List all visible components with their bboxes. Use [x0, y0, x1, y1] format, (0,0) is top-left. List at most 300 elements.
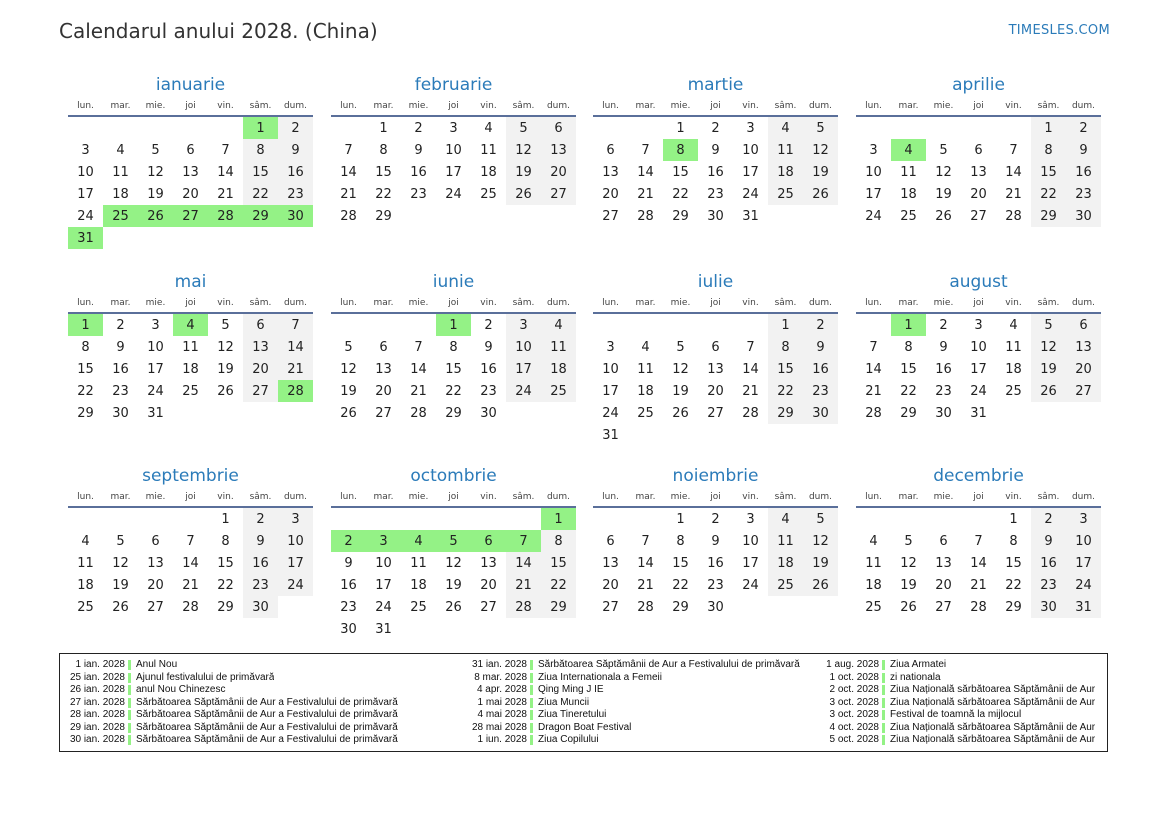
- day-cell[interactable]: 25: [541, 380, 576, 402]
- day-cell[interactable]: 2: [1031, 508, 1066, 530]
- day-cell[interactable]: 18: [182, 361, 199, 377]
- day-cell[interactable]: 26: [445, 599, 462, 615]
- day-cell[interactable]: 7: [746, 339, 755, 355]
- day-cell[interactable]: 9: [344, 555, 353, 571]
- day-cell[interactable]: 24: [375, 599, 392, 615]
- day-cell[interactable]: 29: [672, 599, 689, 615]
- day-cell[interactable]: 9: [1066, 139, 1101, 161]
- day-cell[interactable]: 8: [449, 339, 458, 355]
- day-cell[interactable]: 25: [480, 186, 497, 202]
- day-cell[interactable]: 29: [217, 599, 234, 615]
- day-cell[interactable]: 4: [541, 314, 576, 336]
- day-cell[interactable]: 30: [935, 405, 952, 421]
- day-cell[interactable]: 19: [672, 383, 689, 399]
- day-cell[interactable]: 22: [375, 186, 392, 202]
- day-cell[interactable]: 4: [641, 339, 650, 355]
- day-cell[interactable]: 21: [340, 186, 357, 202]
- day-cell[interactable]: 3: [506, 314, 541, 336]
- day-cell[interactable]: 13: [1066, 336, 1101, 358]
- day-cell[interactable]: 17: [742, 555, 759, 571]
- day-cell[interactable]: 18: [768, 552, 803, 574]
- brand-link[interactable]: TIMESLES.COM: [1008, 23, 1110, 38]
- day-cell[interactable]: 21: [970, 577, 987, 593]
- day-cell[interactable]: 21: [1005, 186, 1022, 202]
- day-cell[interactable]: 15: [1031, 161, 1066, 183]
- day-cell[interactable]: 20: [707, 383, 724, 399]
- day-cell[interactable]: 7: [344, 142, 353, 158]
- day-cell[interactable]: 6: [939, 533, 948, 549]
- day-cell[interactable]: 15: [672, 164, 689, 180]
- day-cell[interactable]: 26: [935, 208, 952, 224]
- day-cell[interactable]: 18: [480, 164, 497, 180]
- day-cell[interactable]: 19: [900, 577, 917, 593]
- day-cell[interactable]: 9: [116, 339, 125, 355]
- day-cell[interactable]: 14: [970, 555, 987, 571]
- day-cell[interactable]: 28: [340, 208, 357, 224]
- day-cell[interactable]: 8: [1031, 139, 1066, 161]
- day-cell[interactable]: 8: [243, 139, 278, 161]
- day-cell[interactable]: 12: [147, 164, 164, 180]
- day-cell[interactable]: 17: [506, 358, 541, 380]
- day-cell[interactable]: 18: [1005, 361, 1022, 377]
- day-cell[interactable]: 10: [602, 361, 619, 377]
- day-cell[interactable]: 19: [1031, 358, 1066, 380]
- day-cell[interactable]: 19: [445, 577, 462, 593]
- day-cell[interactable]: 15: [672, 555, 689, 571]
- day-cell[interactable]: 5: [436, 530, 471, 552]
- day-cell[interactable]: 4: [768, 117, 803, 139]
- day-cell[interactable]: 3: [606, 339, 615, 355]
- day-cell[interactable]: 19: [935, 186, 952, 202]
- day-cell[interactable]: 20: [243, 358, 278, 380]
- day-cell[interactable]: 24: [147, 383, 164, 399]
- day-cell[interactable]: 28: [637, 599, 654, 615]
- day-cell[interactable]: 18: [410, 577, 427, 593]
- day-cell[interactable]: 17: [278, 552, 313, 574]
- day-cell[interactable]: 19: [112, 577, 129, 593]
- day-cell[interactable]: 12: [340, 361, 357, 377]
- day-cell[interactable]: 3: [81, 142, 90, 158]
- day-cell[interactable]: 5: [676, 339, 685, 355]
- day-cell[interactable]: 14: [217, 164, 234, 180]
- day-cell[interactable]: 12: [217, 339, 234, 355]
- day-cell[interactable]: 7: [641, 533, 650, 549]
- day-cell[interactable]: 6: [606, 142, 615, 158]
- day-cell[interactable]: 16: [1031, 552, 1066, 574]
- day-cell[interactable]: 22: [445, 383, 462, 399]
- day-cell[interactable]: 17: [445, 164, 462, 180]
- day-cell[interactable]: 4: [869, 533, 878, 549]
- day-cell[interactable]: 23: [707, 577, 724, 593]
- day-cell[interactable]: 29: [541, 596, 576, 618]
- day-cell[interactable]: 18: [900, 186, 917, 202]
- day-cell[interactable]: 6: [606, 533, 615, 549]
- day-cell[interactable]: 7: [1009, 142, 1018, 158]
- day-cell[interactable]: 8: [221, 533, 230, 549]
- day-cell[interactable]: 12: [672, 361, 689, 377]
- day-cell[interactable]: 11: [1005, 339, 1022, 355]
- day-cell[interactable]: 17: [970, 361, 987, 377]
- day-cell[interactable]: 27: [147, 599, 164, 615]
- day-cell[interactable]: 24: [602, 405, 619, 421]
- day-cell[interactable]: 26: [900, 599, 917, 615]
- day-cell[interactable]: 16: [340, 577, 357, 593]
- day-cell[interactable]: 31: [147, 405, 164, 421]
- day-cell[interactable]: 5: [939, 142, 948, 158]
- day-cell[interactable]: 27: [602, 599, 619, 615]
- day-cell[interactable]: 30: [707, 208, 724, 224]
- day-cell[interactable]: 25: [1005, 383, 1022, 399]
- day-cell[interactable]: 6: [711, 339, 720, 355]
- day-cell[interactable]: 15: [445, 361, 462, 377]
- day-cell[interactable]: 11: [112, 164, 129, 180]
- day-cell[interactable]: 27: [541, 183, 576, 205]
- day-cell[interactable]: 9: [278, 139, 313, 161]
- day-cell[interactable]: 14: [865, 361, 882, 377]
- day-cell[interactable]: 16: [803, 358, 838, 380]
- day-cell[interactable]: 9: [414, 142, 423, 158]
- day-cell[interactable]: 25: [768, 183, 803, 205]
- day-cell[interactable]: 25: [410, 599, 427, 615]
- day-cell[interactable]: 19: [340, 383, 357, 399]
- day-cell[interactable]: 4: [1009, 317, 1018, 333]
- day-cell[interactable]: 29: [1031, 205, 1066, 227]
- day-cell[interactable]: 30: [340, 621, 357, 637]
- day-cell[interactable]: 12: [935, 164, 952, 180]
- day-cell[interactable]: 2: [711, 120, 720, 136]
- day-cell[interactable]: 15: [1005, 555, 1022, 571]
- day-cell[interactable]: 23: [340, 599, 357, 615]
- day-cell[interactable]: 11: [410, 555, 427, 571]
- day-cell[interactable]: 7: [869, 339, 878, 355]
- day-cell[interactable]: 27: [375, 405, 392, 421]
- day-cell[interactable]: 19: [803, 552, 838, 574]
- day-cell[interactable]: 13: [375, 361, 392, 377]
- day-cell[interactable]: 3: [278, 508, 313, 530]
- day-cell[interactable]: 24: [77, 208, 94, 224]
- day-cell[interactable]: 26: [803, 574, 838, 596]
- day-cell[interactable]: 27: [602, 208, 619, 224]
- day-cell[interactable]: 13: [147, 555, 164, 571]
- day-cell[interactable]: 15: [541, 552, 576, 574]
- day-cell[interactable]: 20: [541, 161, 576, 183]
- day-cell[interactable]: 25: [637, 405, 654, 421]
- day-cell[interactable]: 29: [900, 405, 917, 421]
- day-cell[interactable]: 26: [672, 405, 689, 421]
- day-cell[interactable]: 28: [182, 599, 199, 615]
- day-cell[interactable]: 8: [904, 339, 913, 355]
- day-cell[interactable]: 16: [480, 361, 497, 377]
- day-cell[interactable]: 31: [970, 405, 987, 421]
- day-cell[interactable]: 26: [340, 405, 357, 421]
- day-cell[interactable]: 6: [243, 314, 278, 336]
- day-cell[interactable]: 30: [243, 596, 278, 618]
- day-cell[interactable]: 26: [506, 183, 541, 205]
- day-cell[interactable]: 12: [112, 555, 129, 571]
- day-cell[interactable]: 3: [746, 511, 755, 527]
- day-cell[interactable]: 23: [243, 574, 278, 596]
- day-cell[interactable]: 10: [970, 339, 987, 355]
- day-cell[interactable]: 13: [970, 164, 987, 180]
- day-cell[interactable]: 2: [939, 317, 948, 333]
- day-cell[interactable]: 15: [77, 361, 94, 377]
- day-cell[interactable]: 24: [506, 380, 541, 402]
- day-cell[interactable]: 6: [151, 533, 160, 549]
- day-cell[interactable]: 21: [182, 577, 199, 593]
- day-cell[interactable]: 22: [541, 574, 576, 596]
- day-cell[interactable]: 22: [1005, 577, 1022, 593]
- day-cell[interactable]: 12: [445, 555, 462, 571]
- day-cell[interactable]: 16: [278, 161, 313, 183]
- day-cell[interactable]: 28: [865, 405, 882, 421]
- day-cell[interactable]: 2: [711, 511, 720, 527]
- day-cell[interactable]: 9: [711, 142, 720, 158]
- day-cell[interactable]: 10: [865, 164, 882, 180]
- day-cell[interactable]: 20: [602, 577, 619, 593]
- day-cell[interactable]: 1: [768, 314, 803, 336]
- day-cell[interactable]: 20: [1066, 358, 1101, 380]
- day-cell[interactable]: 10: [742, 142, 759, 158]
- day-cell[interactable]: 20: [480, 577, 497, 593]
- day-cell[interactable]: 12: [506, 139, 541, 161]
- day-cell[interactable]: 22: [243, 183, 278, 205]
- day-cell[interactable]: 26: [138, 205, 173, 227]
- day-cell[interactable]: 29: [243, 205, 278, 227]
- day-cell[interactable]: 1: [68, 314, 103, 336]
- day-cell[interactable]: 29: [445, 405, 462, 421]
- day-cell[interactable]: 20: [147, 577, 164, 593]
- day-cell[interactable]: 13: [182, 164, 199, 180]
- day-cell[interactable]: 31: [68, 227, 103, 249]
- day-cell[interactable]: 1: [243, 117, 278, 139]
- day-cell[interactable]: 30: [480, 405, 497, 421]
- day-cell[interactable]: 22: [672, 186, 689, 202]
- day-cell[interactable]: 18: [768, 161, 803, 183]
- day-cell[interactable]: 15: [900, 361, 917, 377]
- day-cell[interactable]: 5: [803, 508, 838, 530]
- day-cell[interactable]: 19: [147, 186, 164, 202]
- day-cell[interactable]: 30: [1066, 205, 1101, 227]
- day-cell[interactable]: 29: [672, 208, 689, 224]
- day-cell[interactable]: 11: [541, 336, 576, 358]
- day-cell[interactable]: 1: [436, 314, 471, 336]
- day-cell[interactable]: 8: [379, 142, 388, 158]
- day-cell[interactable]: 9: [243, 530, 278, 552]
- day-cell[interactable]: 20: [935, 577, 952, 593]
- day-cell[interactable]: 3: [366, 530, 401, 552]
- day-cell[interactable]: 18: [112, 186, 129, 202]
- day-cell[interactable]: 24: [278, 574, 313, 596]
- day-cell[interactable]: 28: [278, 380, 313, 402]
- day-cell[interactable]: 20: [970, 186, 987, 202]
- day-cell[interactable]: 21: [637, 186, 654, 202]
- day-cell[interactable]: 4: [173, 314, 208, 336]
- day-cell[interactable]: 27: [707, 405, 724, 421]
- day-cell[interactable]: 7: [278, 314, 313, 336]
- day-cell[interactable]: 20: [602, 186, 619, 202]
- day-cell[interactable]: 17: [602, 383, 619, 399]
- day-cell[interactable]: 4: [81, 533, 90, 549]
- day-cell[interactable]: 12: [803, 530, 838, 552]
- day-cell[interactable]: 16: [935, 361, 952, 377]
- day-cell[interactable]: 14: [340, 164, 357, 180]
- day-cell[interactable]: 29: [375, 208, 392, 224]
- day-cell[interactable]: 1: [541, 508, 576, 530]
- day-cell[interactable]: 21: [217, 186, 234, 202]
- day-cell[interactable]: 30: [112, 405, 129, 421]
- day-cell[interactable]: 18: [865, 577, 882, 593]
- day-cell[interactable]: 24: [742, 186, 759, 202]
- day-cell[interactable]: 5: [221, 317, 230, 333]
- day-cell[interactable]: 10: [1066, 530, 1101, 552]
- day-cell[interactable]: 26: [112, 599, 129, 615]
- day-cell[interactable]: 7: [221, 142, 230, 158]
- day-cell[interactable]: 7: [186, 533, 195, 549]
- day-cell[interactable]: 11: [768, 139, 803, 161]
- day-cell[interactable]: 25: [900, 208, 917, 224]
- day-cell[interactable]: 14: [637, 555, 654, 571]
- day-cell[interactable]: 30: [278, 205, 313, 227]
- day-cell[interactable]: 8: [1009, 533, 1018, 549]
- day-cell[interactable]: 22: [672, 577, 689, 593]
- day-cell[interactable]: 29: [768, 402, 803, 424]
- day-cell[interactable]: 11: [182, 339, 199, 355]
- day-cell[interactable]: 3: [746, 120, 755, 136]
- day-cell[interactable]: 10: [375, 555, 392, 571]
- day-cell[interactable]: 24: [865, 208, 882, 224]
- day-cell[interactable]: 28: [1005, 208, 1022, 224]
- day-cell[interactable]: 27: [1066, 380, 1101, 402]
- day-cell[interactable]: 13: [602, 164, 619, 180]
- day-cell[interactable]: 3: [1066, 508, 1101, 530]
- day-cell[interactable]: 10: [506, 336, 541, 358]
- day-cell[interactable]: 16: [410, 164, 427, 180]
- day-cell[interactable]: 6: [974, 142, 983, 158]
- day-cell[interactable]: 24: [1066, 574, 1101, 596]
- day-cell[interactable]: 13: [602, 555, 619, 571]
- day-cell[interactable]: 15: [375, 164, 392, 180]
- day-cell[interactable]: 11: [900, 164, 917, 180]
- day-cell[interactable]: 28: [970, 599, 987, 615]
- day-cell[interactable]: 9: [711, 533, 720, 549]
- day-cell[interactable]: 5: [151, 142, 160, 158]
- day-cell[interactable]: 6: [541, 117, 576, 139]
- day-cell[interactable]: 1: [379, 120, 388, 136]
- day-cell[interactable]: 1: [676, 120, 685, 136]
- day-cell[interactable]: 16: [1066, 161, 1101, 183]
- day-cell[interactable]: 1: [1031, 117, 1066, 139]
- day-cell[interactable]: 10: [742, 533, 759, 549]
- day-cell[interactable]: 14: [410, 361, 427, 377]
- day-cell[interactable]: 23: [803, 380, 838, 402]
- day-cell[interactable]: 21: [742, 383, 759, 399]
- day-cell[interactable]: 4: [484, 120, 493, 136]
- day-cell[interactable]: 1: [676, 511, 685, 527]
- day-cell[interactable]: 19: [217, 361, 234, 377]
- day-cell[interactable]: 31: [375, 621, 392, 637]
- day-cell[interactable]: 1: [1009, 511, 1018, 527]
- day-cell[interactable]: 5: [344, 339, 353, 355]
- day-cell[interactable]: 31: [1066, 596, 1101, 618]
- day-cell[interactable]: 6: [471, 530, 506, 552]
- day-cell[interactable]: 13: [243, 336, 278, 358]
- day-cell[interactable]: 6: [379, 339, 388, 355]
- day-cell[interactable]: 23: [1031, 574, 1066, 596]
- day-cell[interactable]: 2: [243, 508, 278, 530]
- day-cell[interactable]: 11: [768, 530, 803, 552]
- day-cell[interactable]: 27: [173, 205, 208, 227]
- day-cell[interactable]: 6: [186, 142, 195, 158]
- day-cell[interactable]: 8: [676, 533, 685, 549]
- day-cell[interactable]: 5: [1031, 314, 1066, 336]
- day-cell[interactable]: 21: [410, 383, 427, 399]
- day-cell[interactable]: 1: [891, 314, 926, 336]
- day-cell[interactable]: 22: [768, 380, 803, 402]
- day-cell[interactable]: 15: [217, 555, 234, 571]
- day-cell[interactable]: 16: [112, 361, 129, 377]
- day-cell[interactable]: 16: [707, 555, 724, 571]
- day-cell[interactable]: 21: [637, 577, 654, 593]
- day-cell[interactable]: 13: [480, 555, 497, 571]
- day-cell[interactable]: 14: [742, 361, 759, 377]
- day-cell[interactable]: 14: [1005, 164, 1022, 180]
- day-cell[interactable]: 16: [707, 164, 724, 180]
- day-cell[interactable]: 25: [768, 574, 803, 596]
- day-cell[interactable]: 28: [506, 596, 541, 618]
- day-cell[interactable]: 27: [935, 599, 952, 615]
- day-cell[interactable]: 11: [865, 555, 882, 571]
- day-cell[interactable]: 17: [147, 361, 164, 377]
- day-cell[interactable]: 22: [77, 383, 94, 399]
- day-cell[interactable]: 23: [707, 186, 724, 202]
- day-cell[interactable]: 1: [221, 511, 230, 527]
- day-cell[interactable]: 19: [506, 161, 541, 183]
- day-cell[interactable]: 13: [541, 139, 576, 161]
- day-cell[interactable]: 2: [484, 317, 493, 333]
- day-cell[interactable]: 3: [449, 120, 458, 136]
- day-cell[interactable]: 8: [663, 139, 698, 161]
- day-cell[interactable]: 4: [116, 142, 125, 158]
- day-cell[interactable]: 21: [278, 358, 313, 380]
- day-cell[interactable]: 28: [742, 405, 759, 421]
- day-cell[interactable]: 7: [974, 533, 983, 549]
- day-cell[interactable]: 24: [445, 186, 462, 202]
- day-cell[interactable]: 12: [900, 555, 917, 571]
- day-cell[interactable]: 23: [112, 383, 129, 399]
- day-cell[interactable]: 9: [1031, 530, 1066, 552]
- day-cell[interactable]: 4: [768, 508, 803, 530]
- day-cell[interactable]: 30: [803, 402, 838, 424]
- day-cell[interactable]: 10: [77, 164, 94, 180]
- day-cell[interactable]: 2: [803, 314, 838, 336]
- day-cell[interactable]: 27: [243, 380, 278, 402]
- day-cell[interactable]: 7: [506, 530, 541, 552]
- day-cell[interactable]: 14: [182, 555, 199, 571]
- day-cell[interactable]: 2: [331, 530, 366, 552]
- day-cell[interactable]: 8: [81, 339, 90, 355]
- day-cell[interactable]: 22: [900, 383, 917, 399]
- day-cell[interactable]: 3: [151, 317, 160, 333]
- day-cell[interactable]: 11: [77, 555, 94, 571]
- day-cell[interactable]: 5: [116, 533, 125, 549]
- day-cell[interactable]: 3: [869, 142, 878, 158]
- day-cell[interactable]: 25: [103, 205, 138, 227]
- day-cell[interactable]: 4: [401, 530, 436, 552]
- day-cell[interactable]: 24: [970, 383, 987, 399]
- day-cell[interactable]: 25: [865, 599, 882, 615]
- day-cell[interactable]: 8: [541, 530, 576, 552]
- day-cell[interactable]: 23: [935, 383, 952, 399]
